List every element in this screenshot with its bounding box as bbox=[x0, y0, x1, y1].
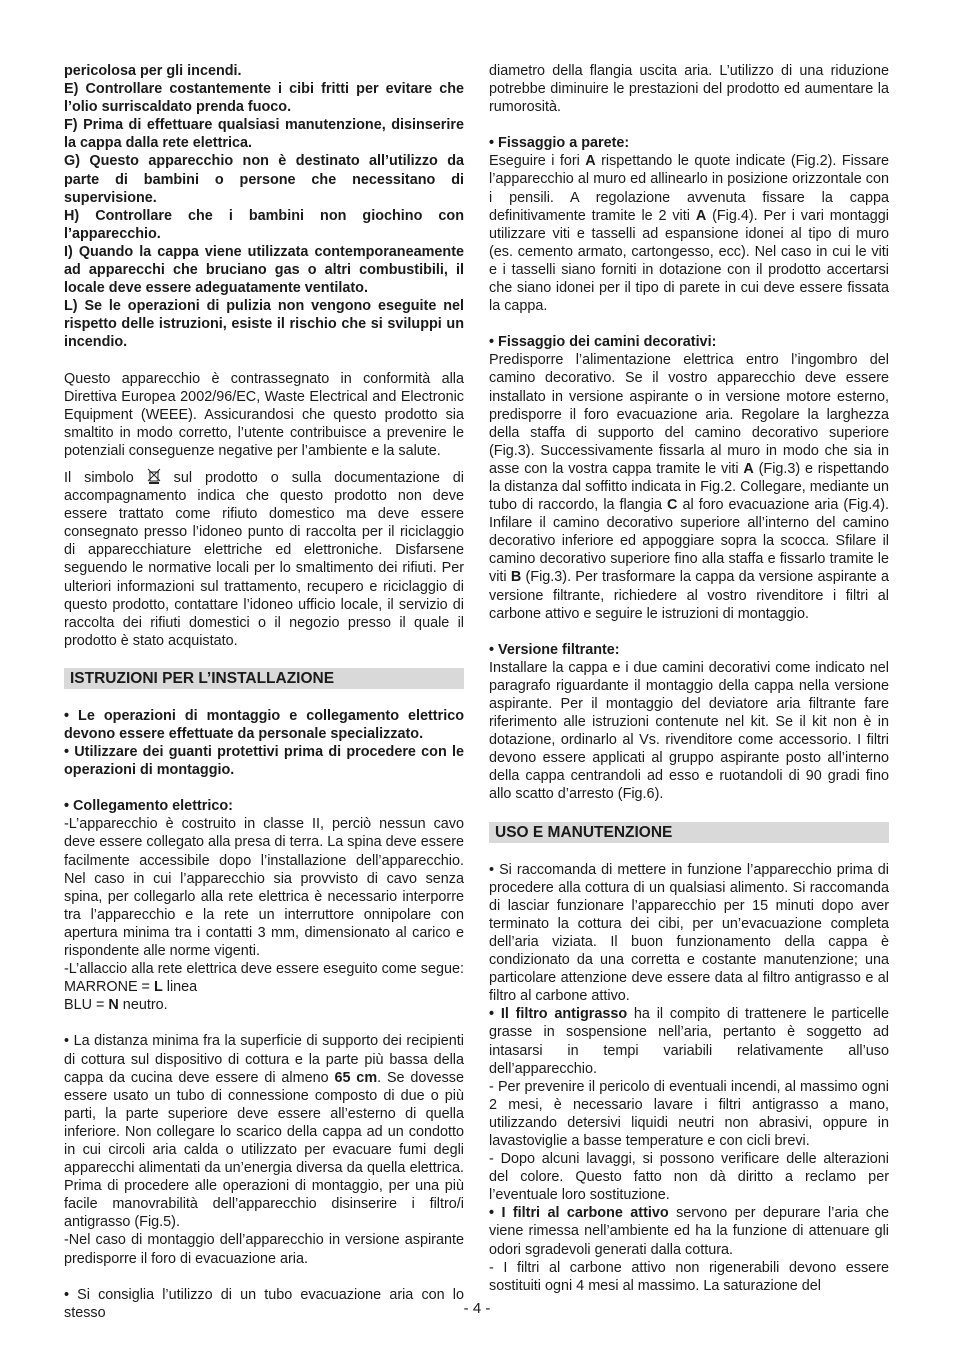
use-heading: USO E MANUTENZIONE bbox=[489, 822, 889, 843]
distance-paragraph: • La distanza minima fra la superficie di supporto dei recipienti di cottura sul dispositivo di cottura e la parte più bassa della cappa da cucina deve essere di almeno 65 cm. Se dovesse essere usato un tubo di connessione composto di due o più parti, la parte superiore deve essere all’esterno di quella inferiore. Non collegare lo scarico della cappa ad un condotto in cui circoli aria calda o utilizzato per evacuare fumi degli apparecchi alimentati da un’energia diversa da quella elettrica. Prima di procedere alle operazioni di montaggio, per una più facile manovrabilità dell’apparecchio disinserire i filtro/i antigrasso (Fig.5). bbox=[64, 1033, 464, 1231]
chimney-fixing-title: • Fissaggio dei camini decorativi: bbox=[489, 334, 717, 351]
install-note-2: • Utilizzare dei guanti protettivi prima di procedere con le operazioni di montaggio. bbox=[64, 744, 464, 779]
filter-version-paragraph: Installare la cappa e i due camini decorativi come indicato nel paragrafo riguardante il montaggio della cappa nella versione aspirante. Per il montaggio del deviatore aria filtrante fare riferimento alle istruzioni contenute nel kit. Se il kit non è in dotazione, ordinarlo al Vs. rivenditore come accessorio. I filtri devono essere applicati al gruppo aspirante posto all’interno della cappa centrandoli ad esso e ruotandoli di 90 gradi fino allo scatto d’arresto (Fig.6). bbox=[489, 659, 889, 803]
electrical-title: • Collegamento elettrico: bbox=[64, 798, 233, 815]
grease-color-paragraph: - Dopo alcuni lavaggi, si possono verificare delle alterazioni del colore. Questo fatto non dà diritto a reclamo per l’eventuale loro sostituzione. bbox=[489, 1151, 889, 1204]
chimney-fixing-paragraph: Predisporre l’alimentazione elettrica entro l’ingombro del camino decorativo. Se il vostro apparecchio deve essere installato in versione aspirante o in versione motore esterno, predisporre il foro evacuazione aria. Regolare la larghezza della staffa di supporto del camino decorativo superiore (Fig.3). Successivamente fissarla al muro in modo che sia in asse con la vostra cappa tramite le viti A (Fig.3) e rispettando la distanza dal soffitto indicata in Fig.2. Collegare, mediante un tubo di raccordo, la flangia C al foro evacuazione aria (Fig.4). Infilare il camino decorativo superiore all’interno del camino decorativo inferiore ed appoggiare sopra la scocca. Sfilare il camino decorativo superiore fino alla staffa e fissarlo tramite le viti B (Fig.3). Per trasformare la cappa da versione aspirante a versione filtrante, richiedere al vostro rivenditore i filtri al carbone attivo e seguire le istruzioni di montaggio. bbox=[489, 352, 890, 622]
install-heading: ISTRUZIONI PER L’INSTALLAZIONE bbox=[64, 668, 464, 689]
grease-filter-paragraph: • Il filtro antigrasso ha il compito di trattenere le particelle grasse in sospensione nell’aria, pertanto è soggetto ad intasarsi in tempi variabili relativamente all’uso dell’apparecchio. bbox=[489, 1006, 889, 1077]
install-note-1: • Le operazioni di montaggio e collegamento elettrico devono essere effettuate da personale specializzato. bbox=[64, 707, 464, 742]
wire-blue: BLU = N neutro. bbox=[64, 997, 168, 1014]
electrical-paragraph-2: -L’allaccio alla rete elettrica deve essere eseguito come segue: bbox=[64, 961, 464, 978]
carbon-replace-paragraph: - I filtri al carbone attivo non rigenerabili devono essere sostituiti ogni 4 mesi al massimo. La saturazione del bbox=[489, 1259, 889, 1294]
tube-paragraph: • Si consiglia l’utilizzo di un tubo evacuazione aria con lo stesso bbox=[64, 1286, 464, 1321]
wall-fixing-paragraph: Eseguire i fori A rispettando le quote indicate (Fig.2). Fissare l’apparecchio al muro ed allinearlo in posizione orizzontale con i pensili. A regolazione avvenuta fissare la cappa definitivamente tramite le 2 viti A (Fig.4). Per i vari montaggi utilizzare viti e tasselli ad espansione idonei al tipo di muro (es. cemento armato, cartongesso, ecc). Nel caso in cui le viti e i tasselli siano forniti in dotazione con il prodotto accertarsi che siano idonei per il tipo di parete in cui deve essere fissata la cappa. bbox=[489, 153, 890, 315]
aspirating-paragraph: -Nel caso di montaggio dell’apparecchio in versione aspirante predisporre il foro di evacuazione aria. bbox=[64, 1232, 464, 1267]
electrical-paragraph-1: -L’apparecchio è costruito in classe II, perciò nessun cavo deve essere collegato alla presa di terra. La spina deve essere facilmente accessibile dopo l’installazione dell’apparecchio. Nel caso in cui l’apparecchio sia provvisto di cavo senza spina, per collegarlo alla rete elettrica è necessario interporre tra l’apparecchio e la rete un interruttore onnipolare con apertura minima tra i contatti 3 mm, dimensionato al carico e rispondente alle norme vigenti. bbox=[64, 816, 464, 960]
weee-symbol-paragraph bbox=[64, 468, 464, 650]
page-number: - 4 - bbox=[463, 1300, 491, 1317]
continued-paragraph: diametro della flangia uscita aria. L’utilizzo di una riduzione potrebbe diminuire le prestazioni del prodotto ed aumentare la rumorosità. bbox=[489, 63, 889, 116]
carbon-filter-paragraph: • I filtri al carbone attivo servono per depurare l’aria che viene rimessa nell’ambiente ed ha la funzione di attenuare gli odori sgradevoli generati dalla cottura. bbox=[489, 1205, 889, 1258]
right-column bbox=[489, 62, 889, 1295]
filter-version-title: • Versione filtrante: bbox=[489, 641, 620, 658]
safety-warnings bbox=[64, 62, 464, 352]
warning-continued: pericolosa per gli incendi. bbox=[64, 63, 242, 79]
wall-fixing-title: • Fissaggio a parete: bbox=[489, 135, 630, 152]
left-column bbox=[64, 62, 464, 1322]
warning-h: H) Controllare che i bambini non giochino con l’apparecchio. bbox=[64, 207, 464, 242]
warning-f: F) Prima di effettuare qualsiasi manutenzione, disinserire la cappa dalla rete elettrica. bbox=[64, 117, 464, 152]
weee-paragraph: Questo apparecchio è contrassegnato in conformità alla Direttiva Europea 2002/96/EC, Waste Electrical and Electronic Equipment (WEEE). Assicurandosi che questo prodotto sia smaltito in modo corretto, l’utente contribuisce a prevenire le potenziali conseguenze negative per l’ambiente e la salute. bbox=[64, 370, 464, 459]
warning-i: I) Quando la cappa viene utilizzata contemporaneamente ad apparecchi che bruciano gas o altri combustibili, il locale deve essere adeguatamente ventilato. bbox=[64, 243, 464, 297]
warning-l: L) Se le operazioni di pulizia non vengono eseguite nel rispetto delle istruzioni, esiste il rischio che si sviluppi un incendio. bbox=[64, 298, 464, 351]
weee-symbol-text: sul prodotto o sulla documentazione di accompagnamento indica che questo prodotto non deve essere trattato come rifiuto domestico ma deve essere consegnato presso l’idoneo punto di raccolta per il riciclaggio di apparecchiature elettriche ed elettroniche. Disfarsene seguendo le normative locali per lo smaltimento dei rifiuti. Per ulteriori informazioni sul trattamento, recupero e riciclaggio di questo prodotto, contattare l’idoneo ufficio locale, il servizio di raccolta dei rifiuti domestici o il negozio presso il quale il prodotto è stato acquistato. bbox=[64, 469, 464, 649]
use-paragraph: • Si raccomanda di mettere in funzione l’apparecchio prima di procedere alla cottura di un qualsiasi alimento. Si raccomanda di lasciar funzionare l’apparecchio per 15 minuti dopo aver terminato la cottura dei cibi, per un’evacuazione completa dell’aria viziata. Il buon funzionamento della cappa è condizionato da una corretta e costante manutenzione; una particolare attenzione deve essere data al filtro antigrasso e al filtro al carbone attivo. bbox=[489, 861, 889, 1005]
wire-brown: MARRONE = L linea bbox=[64, 979, 198, 996]
weee-symbol-lead: Il simbolo bbox=[64, 469, 134, 486]
warning-e: E) Controllare costantemente i cibi fritti per evitare che l’olio surriscaldato prenda fuoco. bbox=[64, 81, 464, 116]
crossed-bin-icon bbox=[147, 468, 161, 483]
grease-wash-paragraph: - Per prevenire il pericolo di eventuali incendi, al massimo ogni 2 mesi, è necessario lavare i filtri antigrasso a mano, utilizzando detersivi liquidi neutri non abrasivi, oppure in lavastoviglie a basse temperature e con cicli brevi. bbox=[489, 1078, 889, 1149]
warning-g: G) Questo apparecchio non è destinato all’utilizzo da parte di bambini o persone che necessitano di supervisione. bbox=[64, 153, 464, 206]
